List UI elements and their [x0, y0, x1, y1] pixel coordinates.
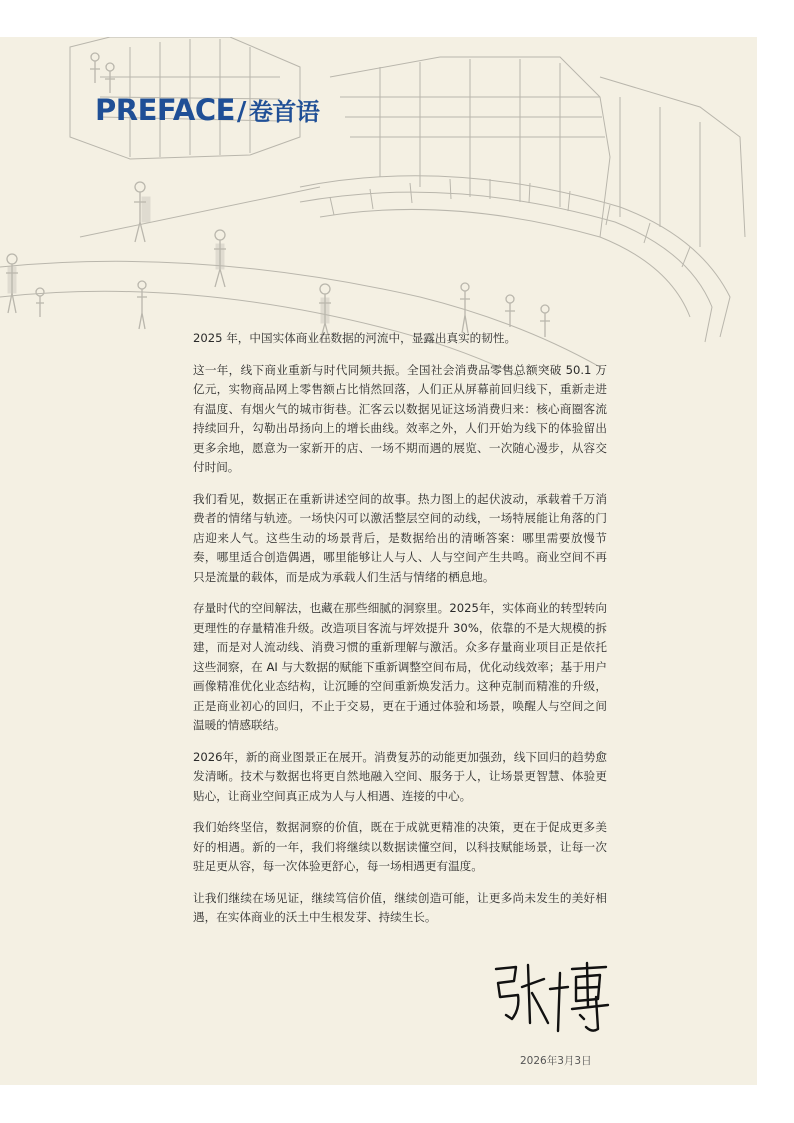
paragraph: 我们看见，数据正在重新讲述空间的故事。热力图上的起伏波动，承载着千万消费者的情绪与轨迹。一场快闪可以激活整层空间的动线，一场特展能让角落的门店迎来人气。这些生动的场景背后，是数据给出的清晰答案：哪里需要放慢节奏，哪里适合创造偶遇，哪里能够让人与人、人与空间产生共鸣。商业空间不再只是流量的载体，而是成为承载人们生活与情绪的栖息地。: [193, 491, 607, 584]
paragraph: 让我们继续在场见证，继续笃信价值，继续创造可能，让更多尚未发生的美好相遇，在实体商业的沃土中生根发芽、持续生长。: [193, 890, 607, 924]
paragraph: 存量时代的空间解法，也藏在那些细腻的洞察里。2025年，实体商业的转型转向更理性的存量精准升级。改造项目客流与坪效提升 30%，依靠的不是大规模的拆建，而是对人流动线、消费习惯的重新理解与激活。众多存量商业项目正是依托这些洞察，在 AI 与大数据的赋能下重新调整空间布局，优化动线效率；基于用户画像精准优化业态结构，让沉睡的空间重新焕发活力。这种克制而精准的升级，正是商业初心的回归，不止于交易，更在于通过体验和场景，唤醒人与空间之间温暖的情感联结。: [193, 601, 607, 732]
title-english: PREFACE: [95, 93, 235, 127]
paragraph: 这一年，线下商业重新与时代同频共振。全国社会消费品零售总额突破 50.1 万亿元，实物商品网上零售额占比悄然回落，人们正从屏幕前回归线下，重新走进有温度、有烟火气的城市街巷。汇客云以数据见证这场消费归来：核心商圈客流持续回升，勾勒出昂扬向上的增长曲线。效率之外，人们开始为线下的体验留出更多余地，愿意为一家新开的店、一场不期而遇的展览、一次随心漫步，从容交付时间。: [193, 362, 607, 474]
title-chinese: 卷首语: [248, 98, 320, 126]
handwritten-signature: [488, 957, 613, 1037]
paragraph: 2026年，新的商业图景正在展开。消费复苏的动能更加强劲，线下回归的趋势愈发清晰。技术与数据也将更自然地融入空间、服务于人，让场景更智慧、体验更贴心，让商业空间真正成为人与人相遇、连接的中心。: [193, 749, 607, 803]
date: 2026年3月3日: [520, 1055, 592, 1067]
page-title: [95, 90, 319, 128]
paragraph: 2025 年，中国实体商业在数据的河流中，显露出真实的韧性。: [193, 331, 517, 345]
preface-body: [193, 329, 607, 940]
page-background: [0, 37, 757, 1085]
title-separator: /: [236, 97, 246, 127]
paragraph: 我们始终坚信，数据洞察的价值，既在于成就更精准的决策，更在于促成更多美好的相遇。新的一年，我们将继续以数据读懂空间，以科技赋能场景，让每一次驻足更从容，每一次体验更舒心，每一场相遇更有温度。: [193, 820, 607, 873]
street-sketch-illustration: [0, 37, 757, 377]
